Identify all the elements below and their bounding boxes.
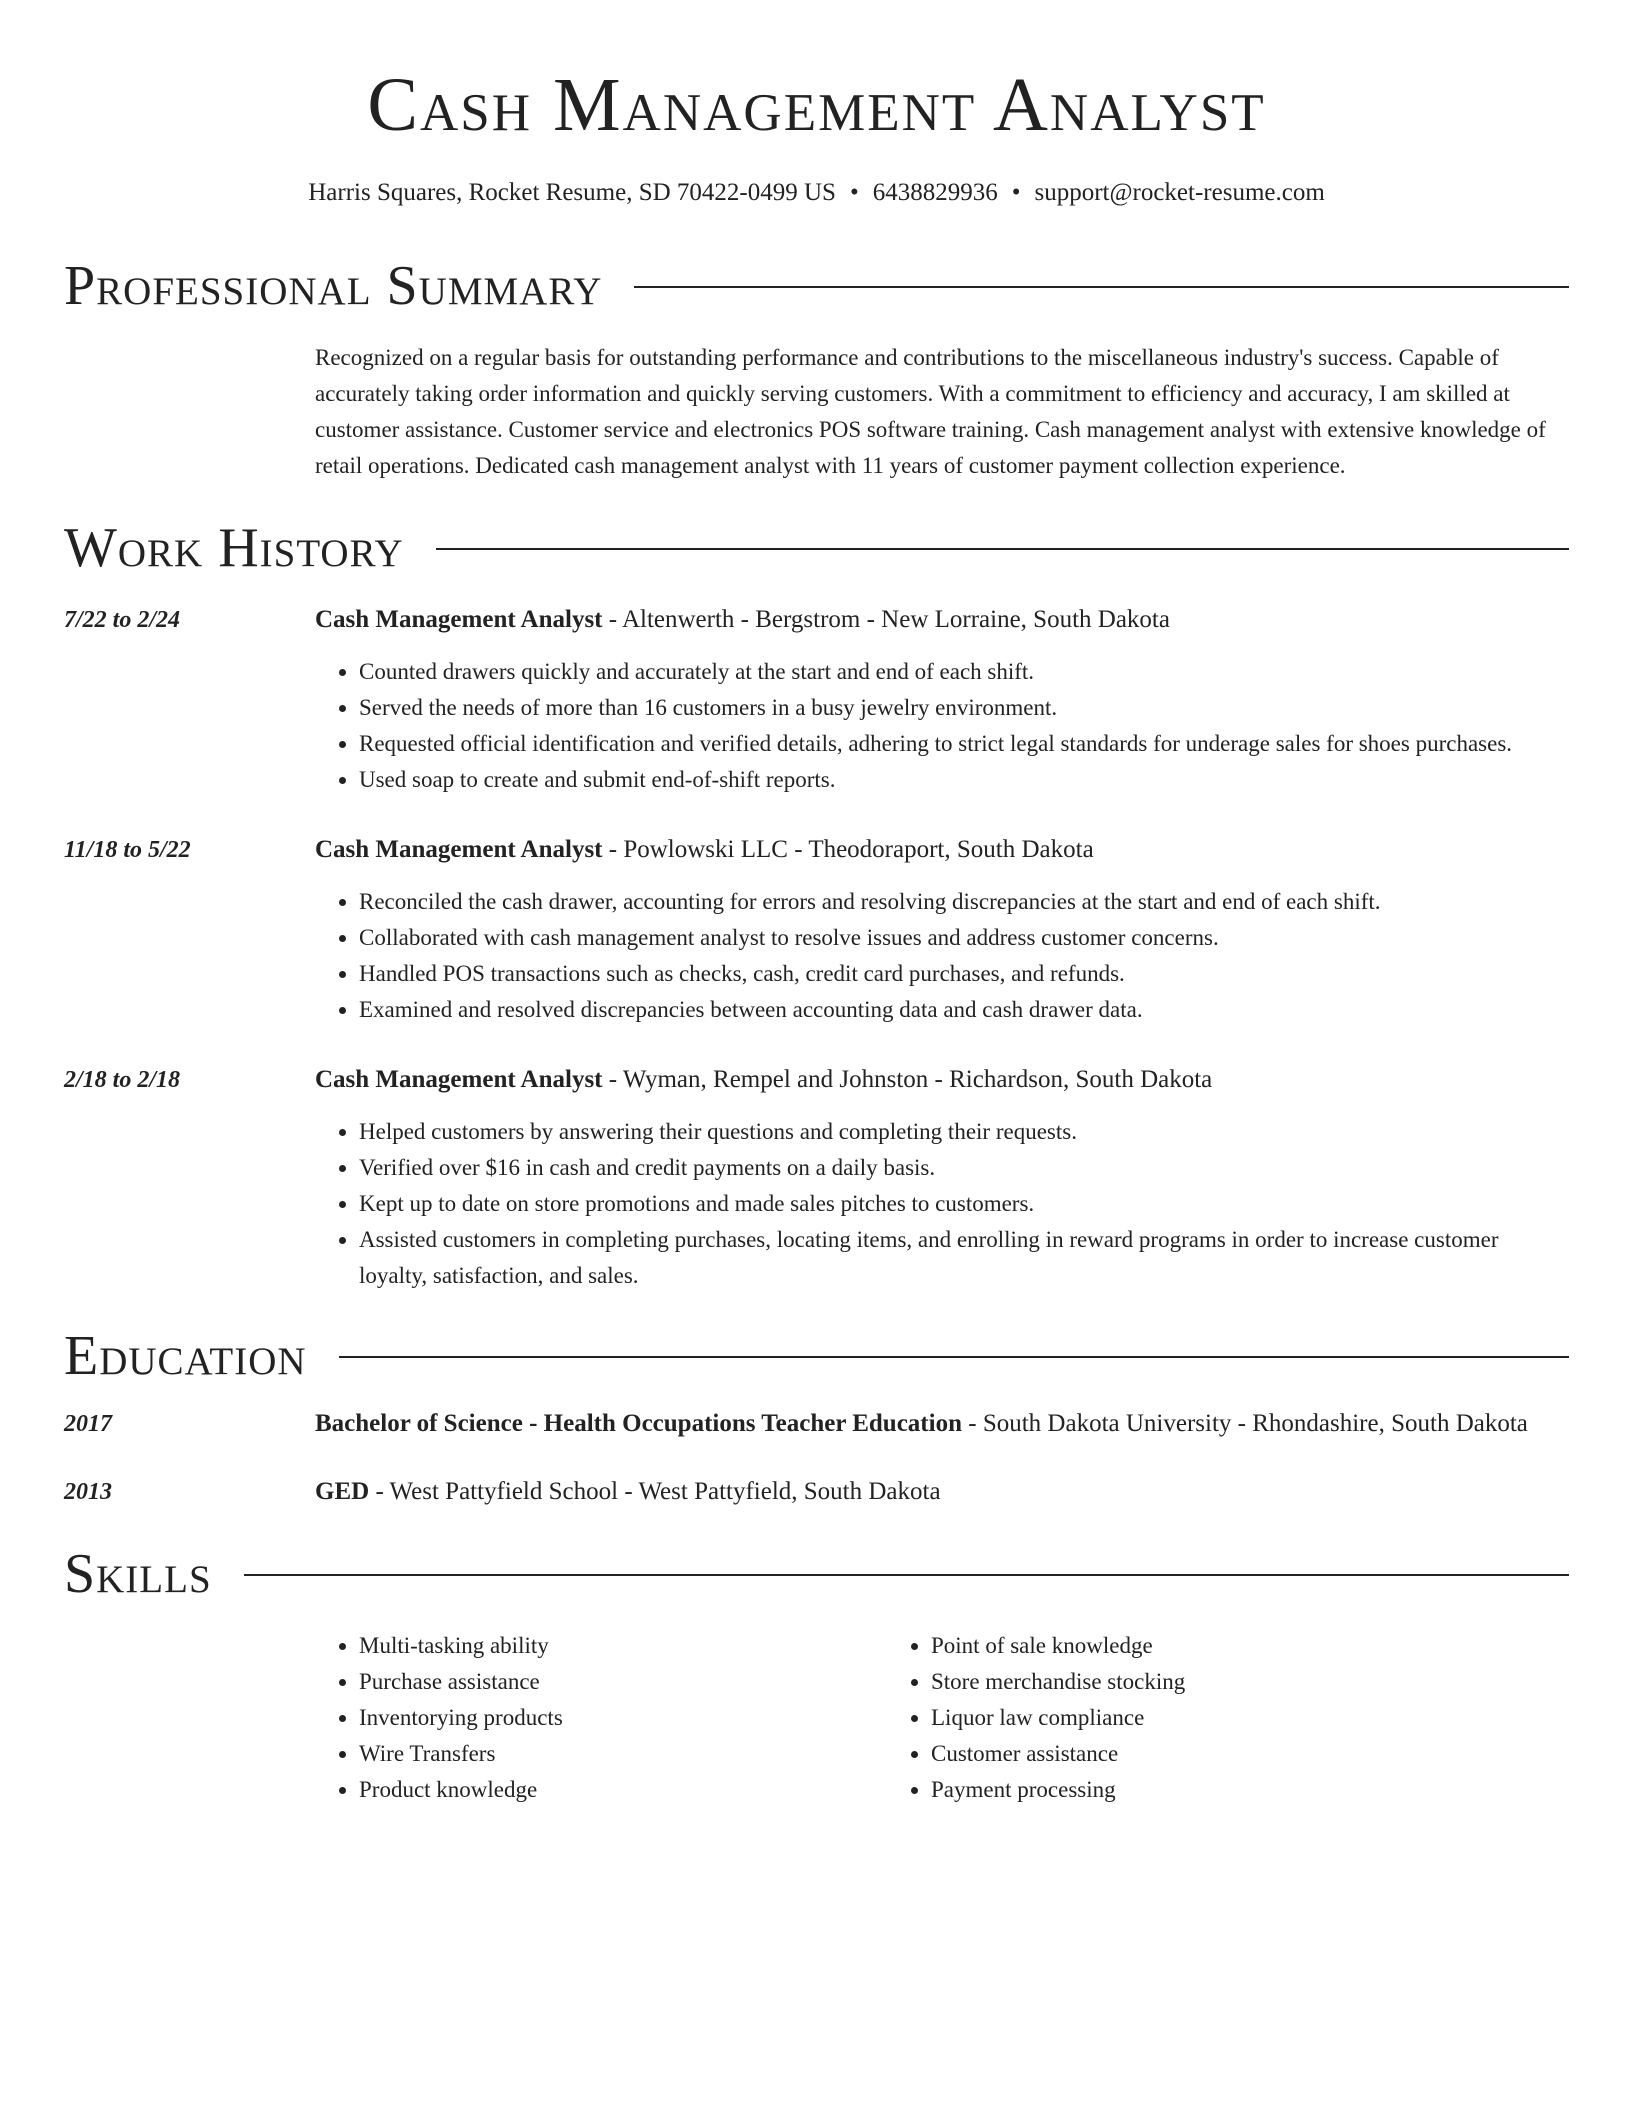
job-title: Cash Management Analyst (315, 606, 603, 633)
work-title-line (315, 830, 1569, 870)
list-item: • Collaborated with cash management analyst to resolve issues and address customer concerns. (359, 920, 1569, 956)
contact-phone: 6438829936 (872, 179, 998, 206)
work-entry-body (315, 830, 1569, 1028)
summary-text: Recognized on a regular basis for outstanding performance and contributions to the miscellaneous industry's success. Capable of accurately taking order information and quickly serving customers. With a commitment to efficiency and accuracy, I am skilled at customer assistance. Customer service and electronics POS software training. Cash management analyst with extensive knowledge of retail operations. Dedicated cash management analyst with 11 years of customer payment collection experience. (315, 345, 1546, 478)
job-details: - Wyman, Rempel and Johnston - Richardson, South Dakota (602, 1066, 1213, 1093)
education-entry-body (315, 1404, 1569, 1444)
work-entry (64, 600, 1569, 798)
list-item: • Point of sale knowledge (931, 1628, 1459, 1664)
list-item: • Examined and resolved discrepancies between accounting data and cash drawer data. (359, 992, 1569, 1028)
work-entry (64, 830, 1569, 1028)
summary-heading: Professional Summary (64, 255, 603, 317)
list-item: • Verified over $16 in cash and credit payments on a daily basis. (359, 1150, 1569, 1186)
contact-separator: • (1011, 179, 1021, 206)
education-title-line (315, 1404, 1569, 1444)
job-details: - Powlowski LLC - Theodoraport, South Dakota (602, 836, 1094, 863)
degree: Bachelor of Science - Health Occupations Teacher Education (315, 1410, 962, 1437)
list-item: • Store merchandise stocking (931, 1664, 1459, 1700)
education-section-header (64, 1324, 1569, 1388)
skills-column-right (887, 1628, 1459, 1808)
contact-email: support@rocket-resume.com (1034, 179, 1325, 206)
list-item: • Payment processing (931, 1772, 1459, 1808)
list-item: • Product knowledge (359, 1772, 887, 1808)
list-item: • Kept up to date on store promotions and made sales pitches to customers. (359, 1186, 1569, 1222)
skills-heading: Skills (64, 1543, 212, 1605)
skills-section-header (64, 1542, 1569, 1606)
list-item: • Inventorying products (359, 1700, 887, 1736)
section-divider (244, 1574, 1569, 1576)
list-item: • Counted drawers quickly and accurately at the start and end of each shift. (359, 654, 1569, 690)
work-title-line (315, 1060, 1569, 1100)
list-item: • Reconciled the cash drawer, accounting for errors and resolving discrepancies at the start and end of each shift. (359, 884, 1569, 920)
work-heading: Work History (64, 517, 404, 579)
education-entry (64, 1472, 1569, 1512)
contact-line (64, 176, 1569, 210)
job-title: Cash Management Analyst (315, 1066, 603, 1093)
list-item: • Customer assistance (931, 1736, 1459, 1772)
job-details: - Altenwerth - Bergstrom - New Lorraine, South Dakota (602, 606, 1170, 633)
list-item: • Assisted customers in completing purchases, locating items, and enrolling in reward programs in order to increase customer loyalty, satisfaction, and sales. (359, 1222, 1569, 1294)
list-item: • Multi-tasking ability (359, 1628, 887, 1664)
list-item: • Wire Transfers (359, 1736, 887, 1772)
list-item: • Handled POS transactions such as checks, cash, credit card purchases, and refunds. (359, 956, 1569, 992)
section-divider (339, 1356, 1569, 1358)
contact-separator: • (849, 179, 859, 206)
education-title-line (315, 1472, 1569, 1512)
work-date: 7/22 to 2/24 (64, 607, 181, 633)
list-item: • Liquor law compliance (931, 1700, 1459, 1736)
work-bullets (315, 654, 1569, 798)
education-entry-body (315, 1472, 1569, 1512)
school-details: - South Dakota University - Rhondashire, South Dakota (962, 1410, 1528, 1437)
list-item: • Served the needs of more than 16 customers in a busy jewelry environment. (359, 690, 1569, 726)
education-date: 2017 (64, 1411, 112, 1437)
work-section-header (64, 516, 1569, 580)
skills-list (315, 1628, 1569, 1808)
school-details: - West Pattyfield School - West Pattyfield, South Dakota (369, 1478, 941, 1505)
work-entry-body (315, 1060, 1569, 1294)
work-bullets (315, 884, 1569, 1028)
list-item: • Purchase assistance (359, 1664, 887, 1700)
work-title-line (315, 600, 1569, 640)
degree: GED (315, 1478, 370, 1505)
work-date: 2/18 to 2/18 (64, 1067, 181, 1093)
skills-column-left (315, 1628, 887, 1808)
education-heading: Education (64, 1325, 307, 1387)
contact-address: Harris Squares, Rocket Resume, SD 70422-0499 US (308, 179, 836, 206)
list-item: • Requested official identification and verified details, adhering to strict legal standards for underage sales for shoes purchases. (359, 726, 1569, 762)
work-date: 11/18 to 5/22 (64, 837, 191, 863)
section-divider (436, 548, 1569, 550)
education-date: 2013 (64, 1479, 112, 1505)
work-entry-body (315, 600, 1569, 798)
work-bullets (315, 1114, 1569, 1294)
candidate-title: Cash Management Analyst (367, 63, 1266, 147)
list-item: • Helped customers by answering their questions and completing their requests. (359, 1114, 1569, 1150)
summary-section-header (64, 254, 1569, 318)
job-title: Cash Management Analyst (315, 836, 603, 863)
education-entry (64, 1404, 1569, 1444)
section-divider (634, 286, 1569, 288)
list-item: • Used soap to create and submit end-of-shift reports. (359, 762, 1569, 798)
work-entry (64, 1060, 1569, 1294)
